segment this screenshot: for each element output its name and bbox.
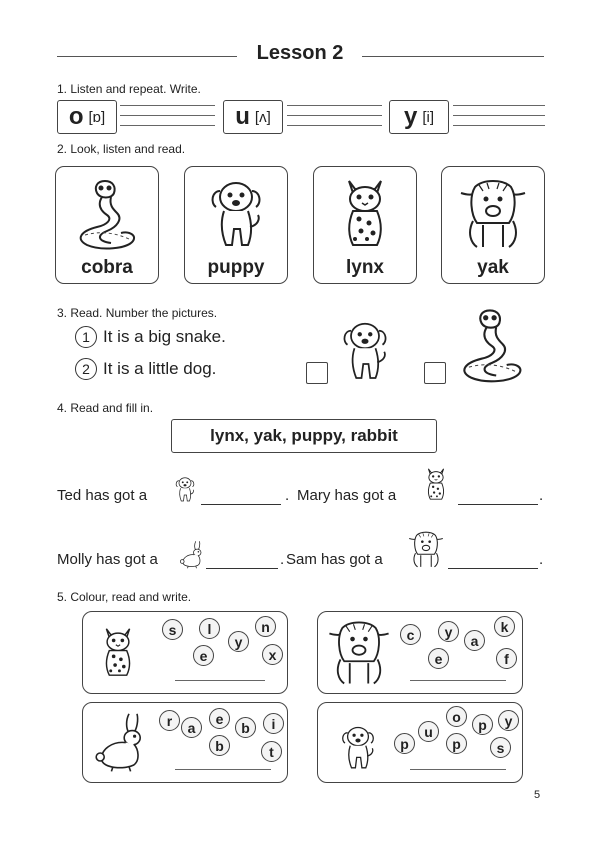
answer-line[interactable] xyxy=(410,769,506,770)
letter-bubble[interactable]: r xyxy=(159,710,180,731)
letter-bubble[interactable]: o xyxy=(446,706,467,727)
section-2-heading: 2. Look, listen and read. xyxy=(57,142,186,156)
letter-bubble[interactable]: n xyxy=(255,616,276,637)
period: . xyxy=(539,487,544,504)
page-title: Lesson 2 xyxy=(256,42,344,64)
answer-line[interactable] xyxy=(175,680,265,681)
answer-line[interactable] xyxy=(175,769,271,770)
cobra-icon xyxy=(67,173,147,253)
card-word: cobra xyxy=(81,257,133,278)
number-circle: 1 xyxy=(75,326,97,348)
page-number: 5 xyxy=(534,789,541,801)
letter-bubble[interactable]: u xyxy=(418,721,439,742)
section-3-heading: 3. Read. Number the pictures. xyxy=(57,306,218,320)
write-line[interactable] xyxy=(287,125,382,126)
letter-bubble[interactable]: i xyxy=(263,713,284,734)
puppy-icon xyxy=(330,314,400,386)
write-line[interactable] xyxy=(453,125,545,126)
letter-bubble[interactable]: k xyxy=(494,616,515,637)
letter-bubble[interactable]: x xyxy=(262,644,283,665)
fill-sentence-3: Molly has got a xyxy=(57,551,158,568)
statement-text: It is a little dog. xyxy=(103,359,217,378)
answer-line[interactable] xyxy=(410,680,506,681)
section-5-heading: 5. Colour, read and write. xyxy=(57,590,192,604)
letter-bubble[interactable]: p xyxy=(446,733,467,754)
puzzle-lynx xyxy=(82,611,288,694)
letter-bubble[interactable]: e xyxy=(193,645,214,666)
puppy-icon xyxy=(196,173,276,253)
fill-sentence-4: Sam has got a xyxy=(286,551,383,568)
puppy-icon xyxy=(170,473,200,505)
puppy-icon xyxy=(332,719,384,775)
phonics-box-u xyxy=(223,100,283,134)
rabbit-icon xyxy=(177,537,207,571)
answer-line[interactable] xyxy=(458,504,538,505)
statement-2 xyxy=(75,358,216,380)
title-rule-right xyxy=(362,56,544,57)
answer-line[interactable] xyxy=(448,568,538,569)
phonics-ipa: [i] xyxy=(422,108,435,126)
lynx-icon xyxy=(325,173,405,253)
card-puppy xyxy=(184,166,288,284)
phonics-box-y xyxy=(389,100,449,134)
card-word: lynx xyxy=(345,257,385,278)
write-line[interactable] xyxy=(120,115,215,116)
phonics-box-o xyxy=(57,100,117,134)
answer-box-puppy[interactable] xyxy=(306,362,328,384)
write-line[interactable] xyxy=(453,105,545,106)
yak-icon xyxy=(322,614,396,690)
puzzle-yak xyxy=(317,611,523,694)
letter-bubble[interactable]: b xyxy=(209,735,230,756)
cobra-icon xyxy=(450,302,534,386)
write-line[interactable] xyxy=(120,125,215,126)
letter-bubble[interactable]: s xyxy=(490,737,511,758)
letter-bubble[interactable]: e xyxy=(428,648,449,669)
card-lynx xyxy=(313,166,417,284)
answer-line[interactable] xyxy=(201,504,281,505)
phonics-letter: o xyxy=(68,103,84,130)
letter-bubble[interactable]: a xyxy=(181,717,202,738)
section-1-heading: 1. Listen and repeat. Write. xyxy=(57,82,201,96)
card-cobra xyxy=(55,166,159,284)
letter-bubble[interactable]: p xyxy=(472,714,493,735)
puzzle-rabbit xyxy=(82,702,288,783)
letter-bubble[interactable]: s xyxy=(162,619,183,640)
letter-bubble[interactable]: y xyxy=(438,621,459,642)
write-line[interactable] xyxy=(453,115,545,116)
answer-box-cobra[interactable] xyxy=(424,362,446,384)
letter-bubble[interactable]: y xyxy=(228,631,249,652)
letter-bubble[interactable]: b xyxy=(235,717,256,738)
rabbit-icon xyxy=(89,709,153,773)
write-line[interactable] xyxy=(287,105,382,106)
statement-1 xyxy=(75,326,226,348)
write-line[interactable] xyxy=(120,105,215,106)
phonics-ipa: [ʌ] xyxy=(254,108,271,126)
yak-icon xyxy=(405,527,447,571)
letter-bubble[interactable]: y xyxy=(498,710,519,731)
word-bank: lynx, yak, puppy, rabbit xyxy=(171,419,437,453)
period: . xyxy=(539,551,544,568)
letter-bubble[interactable]: l xyxy=(199,618,220,639)
period: . xyxy=(285,487,290,504)
write-line[interactable] xyxy=(287,115,382,116)
phonics-letter: u xyxy=(235,103,250,130)
period: . xyxy=(280,551,285,568)
yak-icon xyxy=(453,173,533,253)
card-word: yak xyxy=(477,257,509,278)
letter-bubble[interactable]: a xyxy=(464,630,485,651)
letter-bubble[interactable]: f xyxy=(496,648,517,669)
letter-bubble[interactable]: p xyxy=(394,733,415,754)
lynx-icon xyxy=(417,459,455,509)
fill-sentence-2: Mary has got a xyxy=(297,487,397,504)
number-circle: 2 xyxy=(75,358,97,380)
fill-sentence-1: Ted has got a xyxy=(57,487,148,504)
letter-bubble[interactable]: e xyxy=(209,708,230,729)
phonics-ipa: [ɒ] xyxy=(88,108,106,126)
letter-bubble[interactable]: t xyxy=(261,741,282,762)
puzzle-puppy xyxy=(317,702,523,783)
section-4-heading: 4. Read and fill in. xyxy=(57,401,154,415)
letter-bubble[interactable]: c xyxy=(400,624,421,645)
card-yak xyxy=(441,166,545,284)
card-word: puppy xyxy=(207,257,265,278)
phonics-letter: y xyxy=(403,103,418,130)
lynx-icon xyxy=(89,616,147,688)
statement-text: It is a big snake. xyxy=(103,327,226,346)
answer-line[interactable] xyxy=(206,568,278,569)
